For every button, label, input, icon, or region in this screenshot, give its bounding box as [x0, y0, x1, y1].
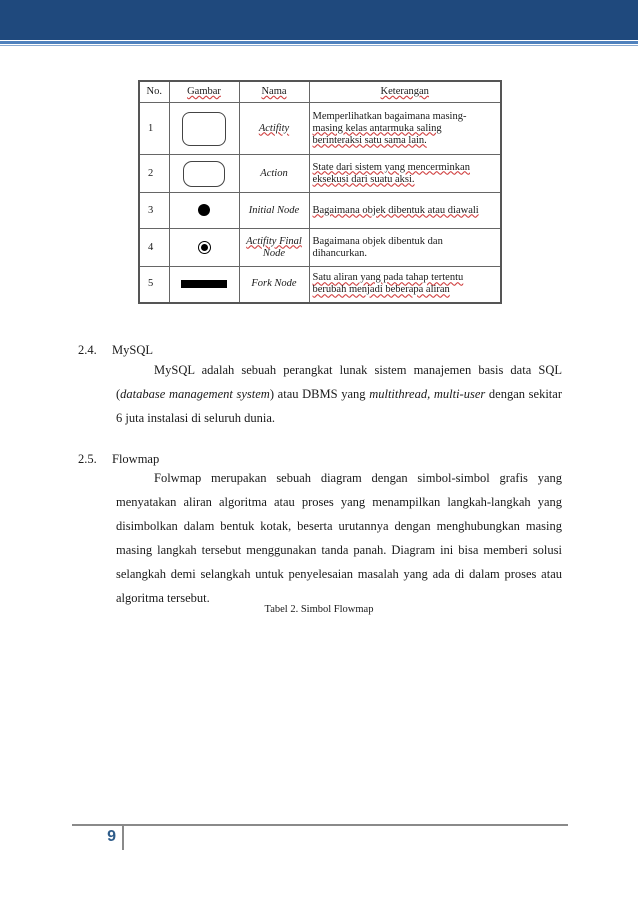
- row-keterangan: Bagaimana objek dibentuk atau diawali: [309, 193, 501, 229]
- row-no: 4: [139, 229, 169, 267]
- section-title: Flowmap: [112, 452, 160, 466]
- header-bar: [0, 0, 638, 40]
- mysql-paragraph: MySQL adalah sebuah perangkat lunak sistem manajemen basis data SQL (database management system) atau DBMS yang multithread, multi-user dengan sekitar 6 juta instalasi di seluruh dunia.: [116, 363, 562, 425]
- row-nama: Actifity Final Node: [239, 229, 309, 267]
- row-keterangan: Satu aliran yang pada tahap tertentu berubah menjadi beberapa aliran: [309, 267, 501, 303]
- table-caption: Tabel 2. Simbol Flowmap: [264, 604, 374, 615]
- row-nama: Initial Node: [239, 193, 309, 229]
- action-symbol-icon: [183, 161, 225, 187]
- header-gambar: Gambar: [169, 81, 239, 103]
- fork-node-icon: [181, 280, 227, 288]
- row-no: 5: [139, 267, 169, 303]
- row-symbol: [169, 267, 239, 303]
- header-keterangan: Keterangan: [309, 81, 501, 103]
- activity-symbol-icon: [182, 112, 226, 146]
- section-heading-mysql: [78, 343, 153, 358]
- row-no: 2: [139, 155, 169, 193]
- header-accent-line: [0, 41, 638, 44]
- row-symbol: [169, 155, 239, 193]
- section-heading-flowmap: [78, 452, 159, 467]
- header-nama: Nama: [239, 81, 309, 103]
- row-no: 3: [139, 193, 169, 229]
- header-no: No.: [139, 81, 169, 103]
- table-row: [139, 193, 501, 229]
- final-node-icon: [198, 241, 211, 254]
- row-nama: Actifity: [239, 103, 309, 155]
- flowmap-paragraph: Folwmap merupakan sebuah diagram dengan simbol-simbol grafis yang menyatakan aliran algoritma atau proses yang menampilkan langkah-langkah yang disimbolkan dalam bentuk kotak, beserta urutannya dengan menghubungkan masing masing langkah tersebut menggunakan tanda panah. Diagram ini bisa memberi solusi selangkah demi selangkah untuk penyelesaian masalah yang ada di dalam proses atau algoritma tersebut.: [116, 471, 562, 605]
- table-row: [139, 103, 501, 155]
- row-keterangan: Bagaimana objek dibentuk dan dihancurkan.: [309, 229, 501, 267]
- section-title: MySQL: [112, 343, 153, 357]
- row-symbol: [169, 229, 239, 267]
- row-no: 1: [139, 103, 169, 155]
- page-number-separator: [122, 826, 124, 850]
- header-thin-line: [0, 45, 638, 46]
- initial-node-icon: [198, 204, 210, 216]
- activity-symbol-table: [138, 80, 502, 304]
- row-symbol: [169, 193, 239, 229]
- table-row: [139, 229, 501, 267]
- table-row: [139, 155, 501, 193]
- row-keterangan: State dari sistem yang mencerminkan eksekusi dari suatu aksi.: [309, 155, 501, 193]
- row-nama: Action: [239, 155, 309, 193]
- section-number: 2.4.: [78, 343, 97, 357]
- row-keterangan: Memperlihatkan bagaimana masing- masing kelas antarmuka saling berinteraksi satu sama lain.: [309, 103, 501, 155]
- section-number: 2.5.: [78, 452, 97, 466]
- table-header-row: [139, 81, 501, 103]
- footer-line: [72, 824, 568, 826]
- page-number: 9: [107, 828, 116, 845]
- row-nama: Fork Node: [239, 267, 309, 303]
- table-row: [139, 267, 501, 303]
- row-symbol: [169, 103, 239, 155]
